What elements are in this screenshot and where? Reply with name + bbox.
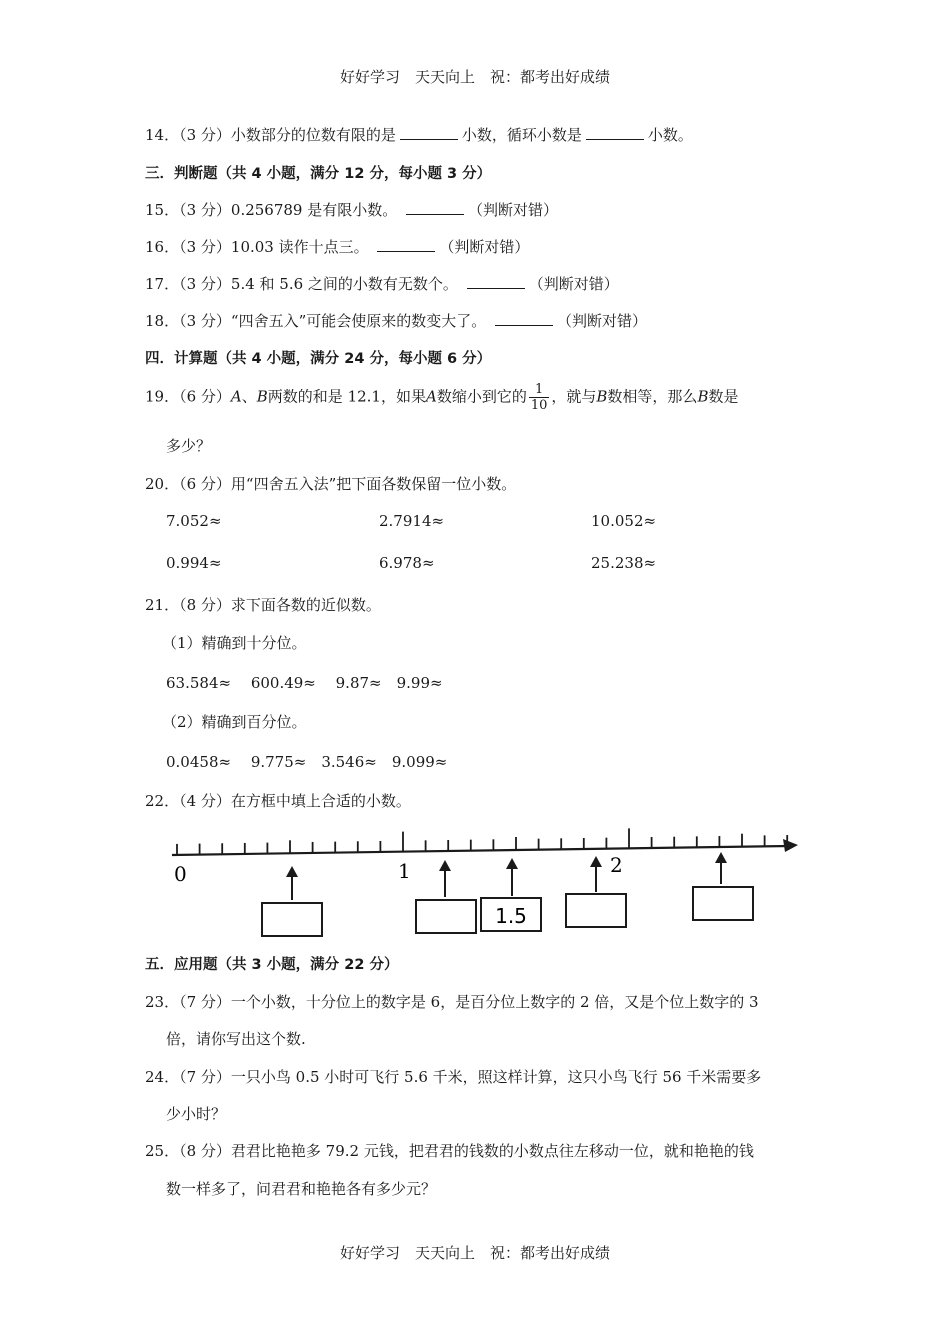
q20-item-4: 0.994≈ — [166, 554, 222, 572]
question-24: 24．（7 分）一只小鸟 0.5 小时可飞行 5.6 千米，照这样计算，这只小鸟飞行 56 千米需要多 — [145, 1068, 762, 1086]
pointer-arrowhead — [439, 860, 451, 871]
question-25: 25．（8 分）君君比艳艳多 79.2 元钱，把君君的钱数的小数点往左移动一位，就和艳艳的钱 — [145, 1142, 754, 1160]
q16-text: 16．（3 分）10.03 读作十点三。 — [145, 238, 369, 256]
q19-text-5: 数是 — [708, 387, 739, 406]
axis-arrowhead — [783, 839, 798, 852]
q21-part-2: （2）精确到百分位。 — [162, 713, 307, 731]
q21-part-1: （1）精确到十分位。 — [162, 634, 307, 652]
page-header: 好好学习 天天向上 祝：都考出好成绩 — [339, 68, 610, 86]
fraction-denominator: 10 — [530, 398, 548, 413]
q18-text: 18．（3 分）“四舍五入”可能会使原来的数变大了。 — [145, 312, 487, 330]
q14-text-c: 小数。 — [647, 126, 693, 144]
pointer-arrowhead — [590, 856, 602, 867]
var-b: B — [256, 387, 268, 406]
q21-row-1: 63.584≈ 600.49≈ 9.87≈ 9.99≈ — [166, 674, 443, 692]
pointer-arrowhead — [506, 858, 518, 869]
var-b: B — [596, 387, 608, 406]
fraction-numerator: 1 — [529, 382, 550, 398]
var-a: A — [425, 387, 437, 406]
answer-box[interactable] — [693, 887, 753, 920]
tick-label-1: 1 — [398, 859, 411, 883]
q19-text-1: 两数的和是 12.1，如果 — [267, 387, 426, 406]
q14-text-a: 14．（3 分）小数部分的位数有限的是 — [145, 126, 396, 144]
q19-text-2: 数缩小到它的 — [436, 387, 527, 406]
q19-prefix: 19．（6 分） — [145, 387, 231, 406]
answer-box[interactable] — [262, 903, 322, 936]
answer-box[interactable] — [416, 900, 476, 933]
q20-item-3: 10.052≈ — [591, 512, 657, 530]
q18-hint: （判断对错） — [557, 312, 648, 330]
q20-item-2: 2.7914≈ — [379, 512, 445, 530]
q25-line2: 数一样多了，问君君和艳艳各有多少元？ — [166, 1180, 437, 1198]
q17-text: 17．（3 分）5.4 和 5.6 之间的小数有无数个。 — [145, 275, 458, 293]
q24-line2: 少小时？ — [166, 1105, 227, 1123]
q17-hint: （判断对错） — [528, 275, 619, 293]
q19-text-3: ，就与 — [551, 387, 597, 406]
page-footer: 好好学习 天天向上 祝：都考出好成绩 — [339, 1244, 610, 1262]
q19-text-4: 数相等，那么 — [607, 387, 698, 406]
question-21: 21．（8 分）求下面各数的近似数。 — [145, 596, 381, 614]
box-value: 1.5 — [495, 904, 527, 928]
var-b: B — [697, 387, 709, 406]
q15-text: 15．（3 分）0.256789 是有限小数。 — [145, 201, 398, 219]
pointer-arrowhead — [286, 866, 298, 877]
answer-box[interactable] — [566, 894, 626, 927]
section-5-title: 五．应用题（共 3 小题，满分 22 分） — [145, 957, 399, 973]
pointer-arrowhead — [715, 852, 727, 863]
q16-hint: （判断对错） — [439, 238, 530, 256]
q20-item-6: 25.238≈ — [591, 554, 657, 572]
question-22: 22．（4 分）在方框中填上合适的小数。 — [145, 792, 411, 810]
q15-hint: （判断对错） — [468, 201, 559, 219]
question-23: 23．（7 分）一个小数，十分位上的数字是 6，是百分位上数字的 2 倍，又是个位上数字的 3 — [145, 993, 759, 1011]
q19-sep: 、 — [241, 387, 257, 406]
number-line-axis — [172, 846, 790, 855]
var-a: A — [230, 387, 242, 406]
section-4-title: 四．计算题（共 4 小题，满分 24 分，每小题 6 分） — [145, 351, 492, 367]
question-20: 20．（6 分）用“四舍五入法”把下面各数保留一位小数。 — [145, 475, 517, 493]
q20-item-1: 7.052≈ — [166, 512, 222, 530]
tick-label-0: 0 — [174, 862, 187, 886]
q20-item-5: 6.978≈ — [379, 554, 435, 572]
tick-label-2: 2 — [610, 853, 623, 877]
section-3-title: 三．判断题（共 4 小题，满分 12 分，每小题 3 分） — [145, 166, 492, 182]
q19-line2: 多少？ — [166, 437, 212, 455]
q14-text-b: 小数，循环小数是 — [461, 126, 582, 144]
q21-row-2: 0.0458≈ 9.775≈ 3.546≈ 9.099≈ — [166, 753, 448, 771]
q23-line2: 倍，请你写出这个数. — [166, 1030, 306, 1048]
